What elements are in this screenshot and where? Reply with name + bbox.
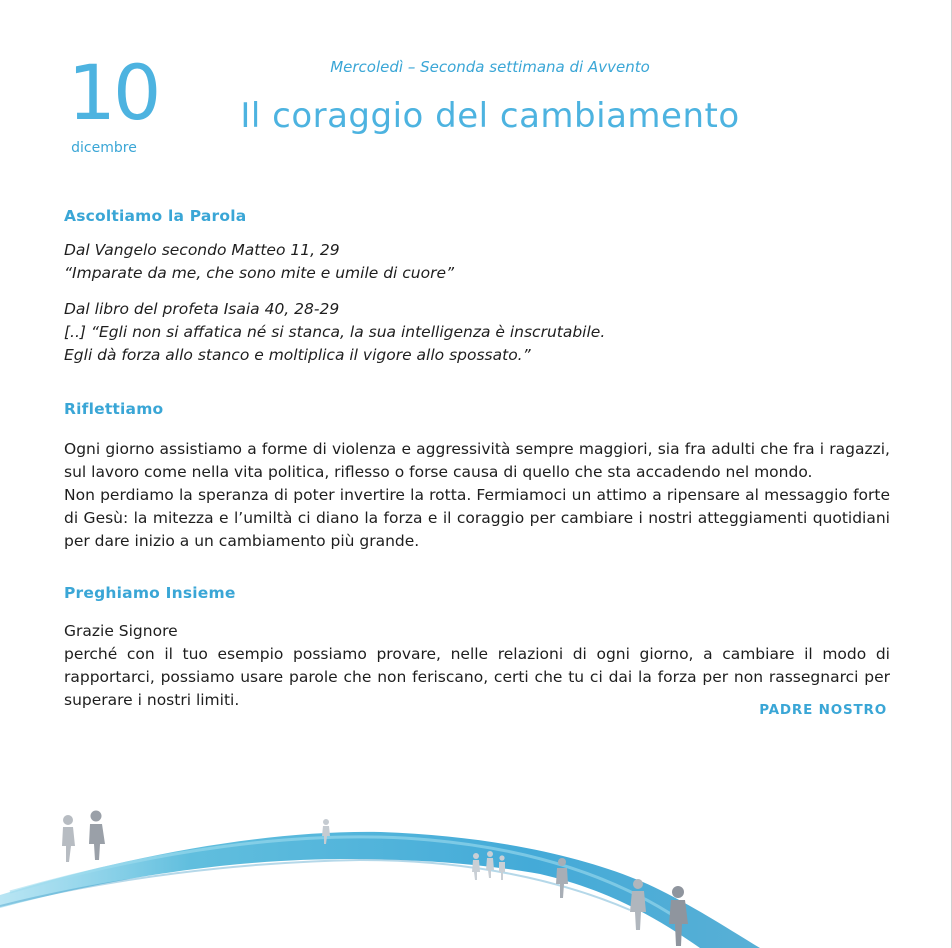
walking-figure-icon: [62, 815, 75, 862]
day-number: 10: [67, 48, 159, 137]
prayer-opening: Grazie Signore: [64, 622, 178, 640]
section-heading-riflettiamo: Riflettiamo: [64, 400, 164, 418]
page-title: Il coraggio del cambiamento: [240, 96, 740, 136]
date-block: [64, 48, 162, 156]
closing-prayer: PADRE NOSTRO: [759, 702, 887, 718]
reflection-text: [64, 438, 890, 553]
reading-1-source: Dal Vangelo secondo Matteo 11, 29: [64, 241, 340, 259]
reading-1-text: “Imparate da me, che sono mite e umile di cuore”: [64, 264, 455, 282]
reflection-paragraph-2: Non perdiamo la speranza di poter invertire la rotta. Fermiamoci un attimo a ripensare al messaggio forte di Gesù: la mitezza e l’umiltà ci diano la forza e il coraggio per cambiare i nostri atteggiamenti quotidiani per dare inizio a un cambiamento più grande.: [64, 486, 890, 550]
reflection-paragraph-1: Ogni giorno assistiamo a forme di violenza e aggressività sempre maggiori, sia fra adulti che fra i ragazzi, sul lavoro come nella vita politica, riflesso o forse causa di quello che sta accadendo nel mondo.: [64, 440, 890, 481]
month-label: dicembre: [71, 140, 137, 156]
section-heading-ascoltiamo: Ascoltiamo la Parola: [64, 207, 247, 225]
prayer-text: [64, 620, 890, 712]
walking-figure-icon: [89, 811, 105, 861]
section-heading-preghiamo: Preghiamo Insieme: [64, 584, 236, 602]
reading-2-line-1: [..] “Egli non si affatica né si stanca, la sua intelligenza è inscrutabile.: [64, 323, 606, 341]
reading-2-line-2: Egli dà forza allo stanco e moltiplica il vigore allo spossato.”: [64, 346, 531, 364]
reading-2-source: Dal libro del profeta Isaia 40, 28-29: [64, 300, 340, 318]
prayer-body: perché con il tuo esempio possiamo provare, nelle relazioni di ogni giorno, a cambiare il modo di rapportarci, possiamo usare parole che non feriscano, certi che tu ci dai la forza per non rassegnarci per superare i nostri limiti.: [64, 645, 890, 709]
path-illustration: [0, 780, 952, 948]
liturgical-day: Mercoledì – Seconda settimana di Avvento: [330, 58, 650, 76]
blue-path: [0, 832, 760, 948]
